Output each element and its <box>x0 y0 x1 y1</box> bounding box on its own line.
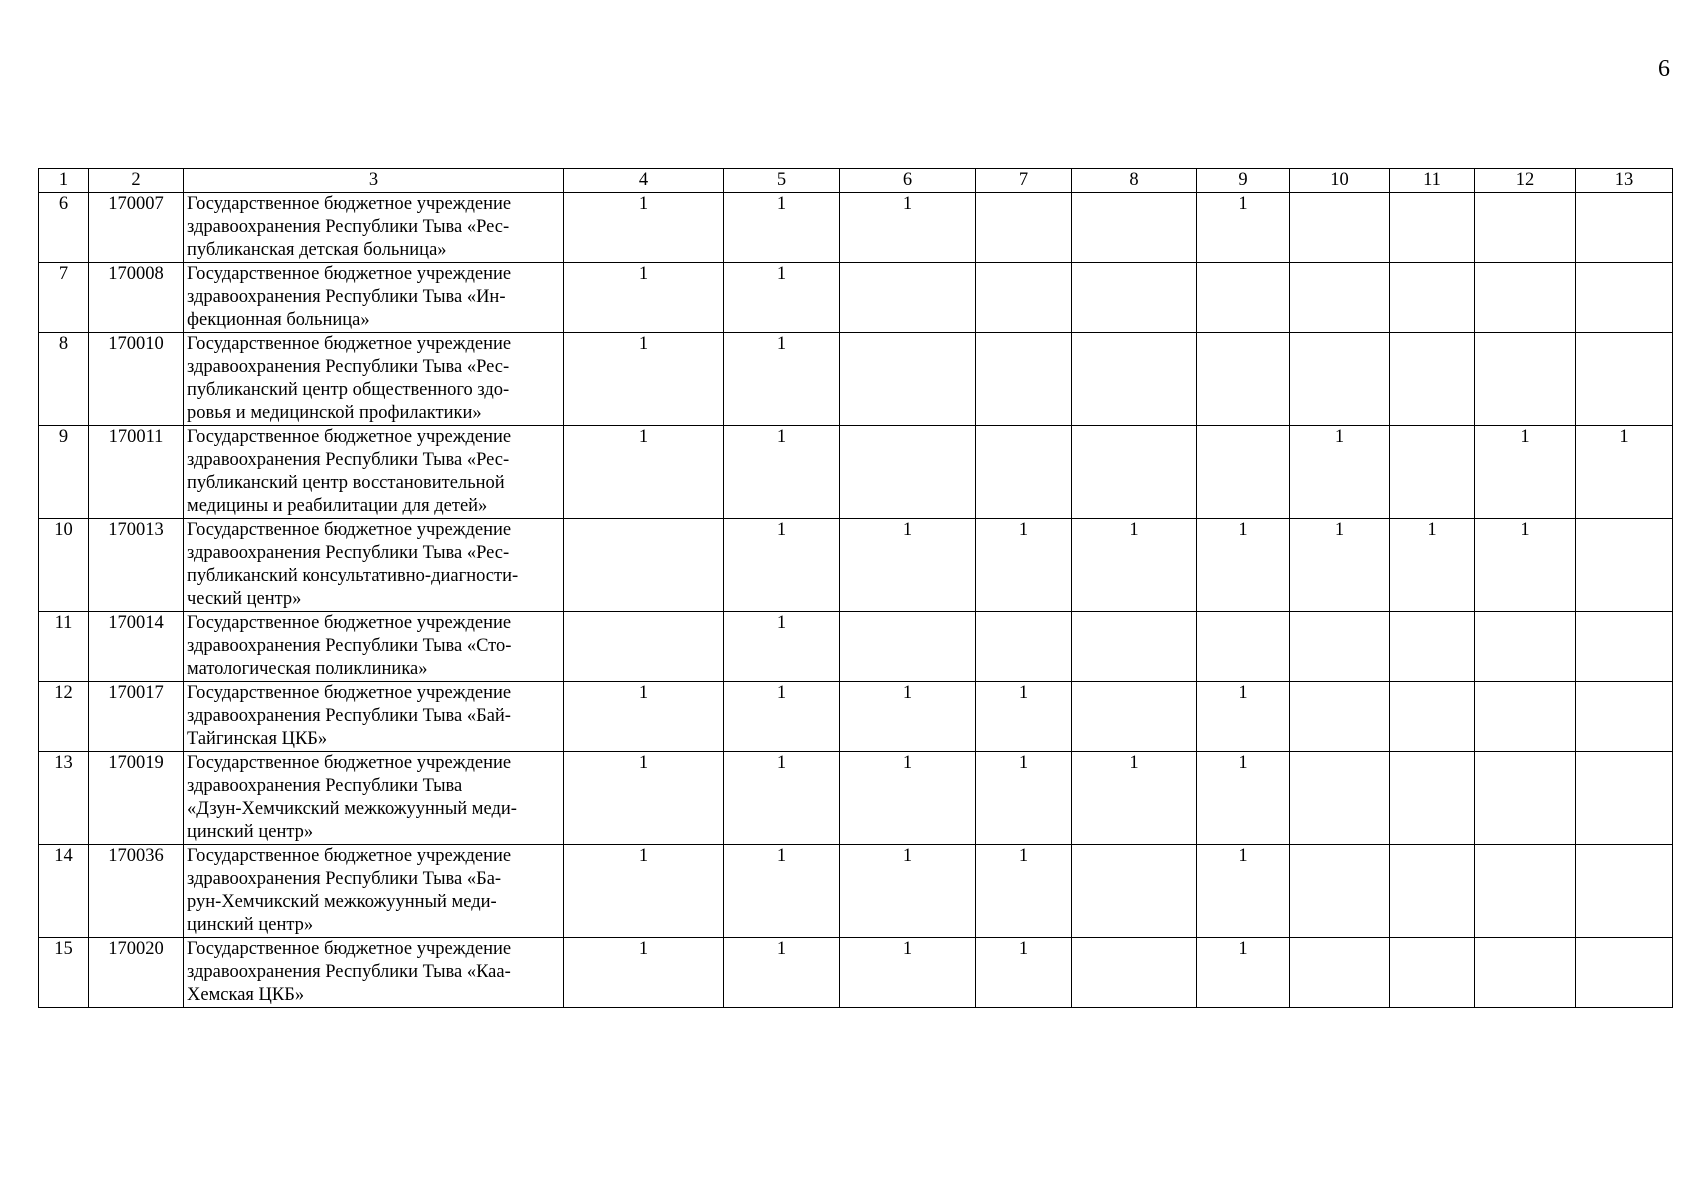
organization-name-line: цинский центр» <box>187 915 314 935</box>
value-cell-col-12 <box>1475 682 1576 752</box>
value-cell-col-12: 1 <box>1475 426 1576 519</box>
organization-name-cell <box>184 752 564 845</box>
organization-name-line: Государственное бюджетное учреждение <box>187 846 512 866</box>
organization-code-cell: 170014 <box>89 612 184 682</box>
organization-code-cell: 170019 <box>89 752 184 845</box>
organization-name-line: здравоохранения Республики Тыва «Ин- <box>187 287 506 307</box>
row-number-cell: 15 <box>39 938 89 1008</box>
value-cell-col-12 <box>1475 845 1576 938</box>
value-cell-col-4: 1 <box>564 752 724 845</box>
value-cell-col-5: 1 <box>724 938 840 1008</box>
value-cell-col-4: 1 <box>564 682 724 752</box>
column-header-1: 1 <box>39 169 89 193</box>
organization-code-cell: 170017 <box>89 682 184 752</box>
value-cell-col-7: 1 <box>976 752 1072 845</box>
organization-name-line: медицины и реабилитации для детей» <box>187 496 488 516</box>
value-cell-col-10 <box>1290 938 1390 1008</box>
organization-name-line: Государственное бюджетное учреждение <box>187 753 512 773</box>
value-cell-col-6: 1 <box>840 845 976 938</box>
value-cell-col-4 <box>564 612 724 682</box>
value-cell-col-5: 1 <box>724 845 840 938</box>
value-cell-col-9 <box>1197 612 1290 682</box>
value-cell-col-7 <box>976 263 1072 333</box>
value-cell-col-4: 1 <box>564 426 724 519</box>
organization-name-line: рун-Хемчикский межкожуунный меди- <box>187 892 497 912</box>
column-header-3: 3 <box>184 169 564 193</box>
value-cell-col-12 <box>1475 938 1576 1008</box>
organization-name-line: Государственное бюджетное учреждение <box>187 264 512 284</box>
value-cell-col-8 <box>1072 426 1197 519</box>
value-cell-col-9: 1 <box>1197 752 1290 845</box>
row-number-cell: 13 <box>39 752 89 845</box>
table-row <box>39 612 1673 682</box>
organization-name-line: здравоохранения Республики Тыва «Сто- <box>187 636 512 656</box>
column-header-8: 8 <box>1072 169 1197 193</box>
column-header-6: 6 <box>840 169 976 193</box>
value-cell-col-13 <box>1576 193 1673 263</box>
organization-name-line: здравоохранения Республики Тыва «Каа- <box>187 962 511 982</box>
value-cell-col-6: 1 <box>840 752 976 845</box>
organization-name-line: публиканский центр общественного здо- <box>187 380 510 400</box>
column-header-7: 7 <box>976 169 1072 193</box>
value-cell-col-10 <box>1290 752 1390 845</box>
value-cell-col-5: 1 <box>724 333 840 426</box>
value-cell-col-13 <box>1576 682 1673 752</box>
column-header-9: 9 <box>1197 169 1290 193</box>
value-cell-col-11 <box>1390 752 1475 845</box>
table-row <box>39 519 1673 612</box>
value-cell-col-9: 1 <box>1197 845 1290 938</box>
organization-name-cell <box>184 519 564 612</box>
value-cell-col-7 <box>976 426 1072 519</box>
value-cell-col-7 <box>976 333 1072 426</box>
value-cell-col-8 <box>1072 938 1197 1008</box>
organization-name-cell <box>184 682 564 752</box>
value-cell-col-6: 1 <box>840 193 976 263</box>
table-row <box>39 845 1673 938</box>
value-cell-col-10 <box>1290 612 1390 682</box>
table-row <box>39 752 1673 845</box>
value-cell-col-13 <box>1576 845 1673 938</box>
column-header-2: 2 <box>89 169 184 193</box>
value-cell-col-8: 1 <box>1072 519 1197 612</box>
column-header-11: 11 <box>1390 169 1475 193</box>
value-cell-col-4: 1 <box>564 845 724 938</box>
value-cell-col-12 <box>1475 263 1576 333</box>
organization-name-cell <box>184 333 564 426</box>
value-cell-col-4: 1 <box>564 263 724 333</box>
value-cell-col-13 <box>1576 612 1673 682</box>
table-row <box>39 938 1673 1008</box>
value-cell-col-5: 1 <box>724 263 840 333</box>
value-cell-col-8 <box>1072 263 1197 333</box>
value-cell-col-13 <box>1576 263 1673 333</box>
organization-name-line: здравоохранения Республики Тыва «Ба- <box>187 869 502 889</box>
value-cell-col-6: 1 <box>840 519 976 612</box>
value-cell-col-6 <box>840 333 976 426</box>
organization-name-line: Государственное бюджетное учреждение <box>187 520 512 540</box>
value-cell-col-10 <box>1290 193 1390 263</box>
organization-name-line: матологическая поликлиника» <box>187 659 428 679</box>
value-cell-col-11: 1 <box>1390 519 1475 612</box>
value-cell-col-6 <box>840 426 976 519</box>
organization-name-line: фекционная больница» <box>187 310 370 330</box>
value-cell-col-10: 1 <box>1290 426 1390 519</box>
value-cell-col-12 <box>1475 333 1576 426</box>
organization-name-cell <box>184 426 564 519</box>
value-cell-col-8 <box>1072 612 1197 682</box>
value-cell-col-10 <box>1290 333 1390 426</box>
value-cell-col-10: 1 <box>1290 519 1390 612</box>
organization-name-line: здравоохранения Республики Тыва «Рес- <box>187 450 510 470</box>
value-cell-col-12: 1 <box>1475 519 1576 612</box>
value-cell-col-7: 1 <box>976 938 1072 1008</box>
document-table <box>38 168 1673 1008</box>
value-cell-col-10 <box>1290 845 1390 938</box>
organization-name-line: здравоохранения Республики Тыва <box>187 776 463 796</box>
value-cell-col-6: 1 <box>840 682 976 752</box>
value-cell-col-7 <box>976 612 1072 682</box>
value-cell-col-13: 1 <box>1576 426 1673 519</box>
value-cell-col-5: 1 <box>724 612 840 682</box>
organization-code-cell: 170007 <box>89 193 184 263</box>
row-number-cell: 11 <box>39 612 89 682</box>
row-number-cell: 10 <box>39 519 89 612</box>
organization-name-line: здравоохранения Республики Тыва «Рес- <box>187 217 510 237</box>
organization-name-line: публиканский консультативно-диагности- <box>187 566 519 586</box>
value-cell-col-8: 1 <box>1072 752 1197 845</box>
value-cell-col-11 <box>1390 193 1475 263</box>
row-number-cell: 12 <box>39 682 89 752</box>
value-cell-col-7: 1 <box>976 519 1072 612</box>
organization-name-line: публиканская детская больница» <box>187 240 447 260</box>
value-cell-col-13 <box>1576 519 1673 612</box>
row-number-cell: 14 <box>39 845 89 938</box>
value-cell-col-5: 1 <box>724 752 840 845</box>
value-cell-col-9 <box>1197 263 1290 333</box>
value-cell-col-5: 1 <box>724 519 840 612</box>
column-header-5: 5 <box>724 169 840 193</box>
organization-name-line: Хемская ЦКБ» <box>187 985 305 1005</box>
value-cell-col-8 <box>1072 682 1197 752</box>
value-cell-col-5: 1 <box>724 682 840 752</box>
organization-name-line: цинский центр» <box>187 822 314 842</box>
value-cell-col-11 <box>1390 612 1475 682</box>
organization-name-cell <box>184 263 564 333</box>
value-cell-col-10 <box>1290 682 1390 752</box>
organization-name-line: Государственное бюджетное учреждение <box>187 334 512 354</box>
value-cell-col-4: 1 <box>564 333 724 426</box>
organization-name-cell <box>184 938 564 1008</box>
organization-name-line: ровья и медицинской профилактики» <box>187 403 482 423</box>
value-cell-col-9: 1 <box>1197 519 1290 612</box>
value-cell-col-9 <box>1197 426 1290 519</box>
value-cell-col-9: 1 <box>1197 938 1290 1008</box>
row-number-cell: 7 <box>39 263 89 333</box>
organization-name-line: здравоохранения Республики Тыва «Рес- <box>187 357 510 377</box>
organization-name-line: Государственное бюджетное учреждение <box>187 427 512 447</box>
value-cell-col-11 <box>1390 263 1475 333</box>
column-header-4: 4 <box>564 169 724 193</box>
organization-code-cell: 170036 <box>89 845 184 938</box>
value-cell-col-13 <box>1576 938 1673 1008</box>
organization-name-line: Государственное бюджетное учреждение <box>187 194 512 214</box>
organization-name-line: Государственное бюджетное учреждение <box>187 683 512 703</box>
value-cell-col-8 <box>1072 193 1197 263</box>
table-header-row <box>39 169 1673 193</box>
value-cell-col-11 <box>1390 333 1475 426</box>
value-cell-col-6: 1 <box>840 938 976 1008</box>
organization-name-line: здравоохранения Республики Тыва «Рес- <box>187 543 510 563</box>
organization-name-line: Тайгинская ЦКБ» <box>187 729 328 749</box>
value-cell-col-6 <box>840 263 976 333</box>
organization-name-cell <box>184 612 564 682</box>
column-header-13: 13 <box>1576 169 1673 193</box>
organization-code-cell: 170020 <box>89 938 184 1008</box>
page-number: 6 <box>1658 56 1670 82</box>
organization-name-line: Государственное бюджетное учреждение <box>187 939 512 959</box>
value-cell-col-6 <box>840 612 976 682</box>
value-cell-col-9: 1 <box>1197 682 1290 752</box>
table-row <box>39 333 1673 426</box>
organization-code-cell: 170011 <box>89 426 184 519</box>
value-cell-col-13 <box>1576 752 1673 845</box>
value-cell-col-11 <box>1390 426 1475 519</box>
row-number-cell: 6 <box>39 193 89 263</box>
table-body <box>39 169 1673 1008</box>
value-cell-col-5: 1 <box>724 426 840 519</box>
organization-code-cell: 170013 <box>89 519 184 612</box>
organization-name-line: здравоохранения Республики Тыва «Бай- <box>187 706 511 726</box>
organization-code-cell: 170010 <box>89 333 184 426</box>
value-cell-col-12 <box>1475 752 1576 845</box>
value-cell-col-13 <box>1576 333 1673 426</box>
value-cell-col-4 <box>564 519 724 612</box>
table-row <box>39 426 1673 519</box>
value-cell-col-11 <box>1390 845 1475 938</box>
value-cell-col-8 <box>1072 333 1197 426</box>
value-cell-col-9: 1 <box>1197 193 1290 263</box>
column-header-10: 10 <box>1290 169 1390 193</box>
value-cell-col-11 <box>1390 938 1475 1008</box>
table-row <box>39 263 1673 333</box>
organization-name-line: ческий центр» <box>187 589 302 609</box>
value-cell-col-11 <box>1390 682 1475 752</box>
organization-name-line: публиканский центр восстановительной <box>187 473 505 493</box>
organization-code-cell: 170008 <box>89 263 184 333</box>
organization-name-cell <box>184 193 564 263</box>
value-cell-col-12 <box>1475 612 1576 682</box>
row-number-cell: 9 <box>39 426 89 519</box>
organization-name-line: Государственное бюджетное учреждение <box>187 613 512 633</box>
row-number-cell: 8 <box>39 333 89 426</box>
table-row <box>39 682 1673 752</box>
organization-name-cell <box>184 845 564 938</box>
value-cell-col-12 <box>1475 193 1576 263</box>
organization-name-line: «Дзун-Хемчикский межкожуунный меди- <box>187 799 517 819</box>
value-cell-col-7 <box>976 193 1072 263</box>
value-cell-col-10 <box>1290 263 1390 333</box>
value-cell-col-5: 1 <box>724 193 840 263</box>
table-row <box>39 193 1673 263</box>
column-header-12: 12 <box>1475 169 1576 193</box>
value-cell-col-7: 1 <box>976 682 1072 752</box>
value-cell-col-4: 1 <box>564 193 724 263</box>
value-cell-col-9 <box>1197 333 1290 426</box>
value-cell-col-4: 1 <box>564 938 724 1008</box>
value-cell-col-7: 1 <box>976 845 1072 938</box>
value-cell-col-8 <box>1072 845 1197 938</box>
